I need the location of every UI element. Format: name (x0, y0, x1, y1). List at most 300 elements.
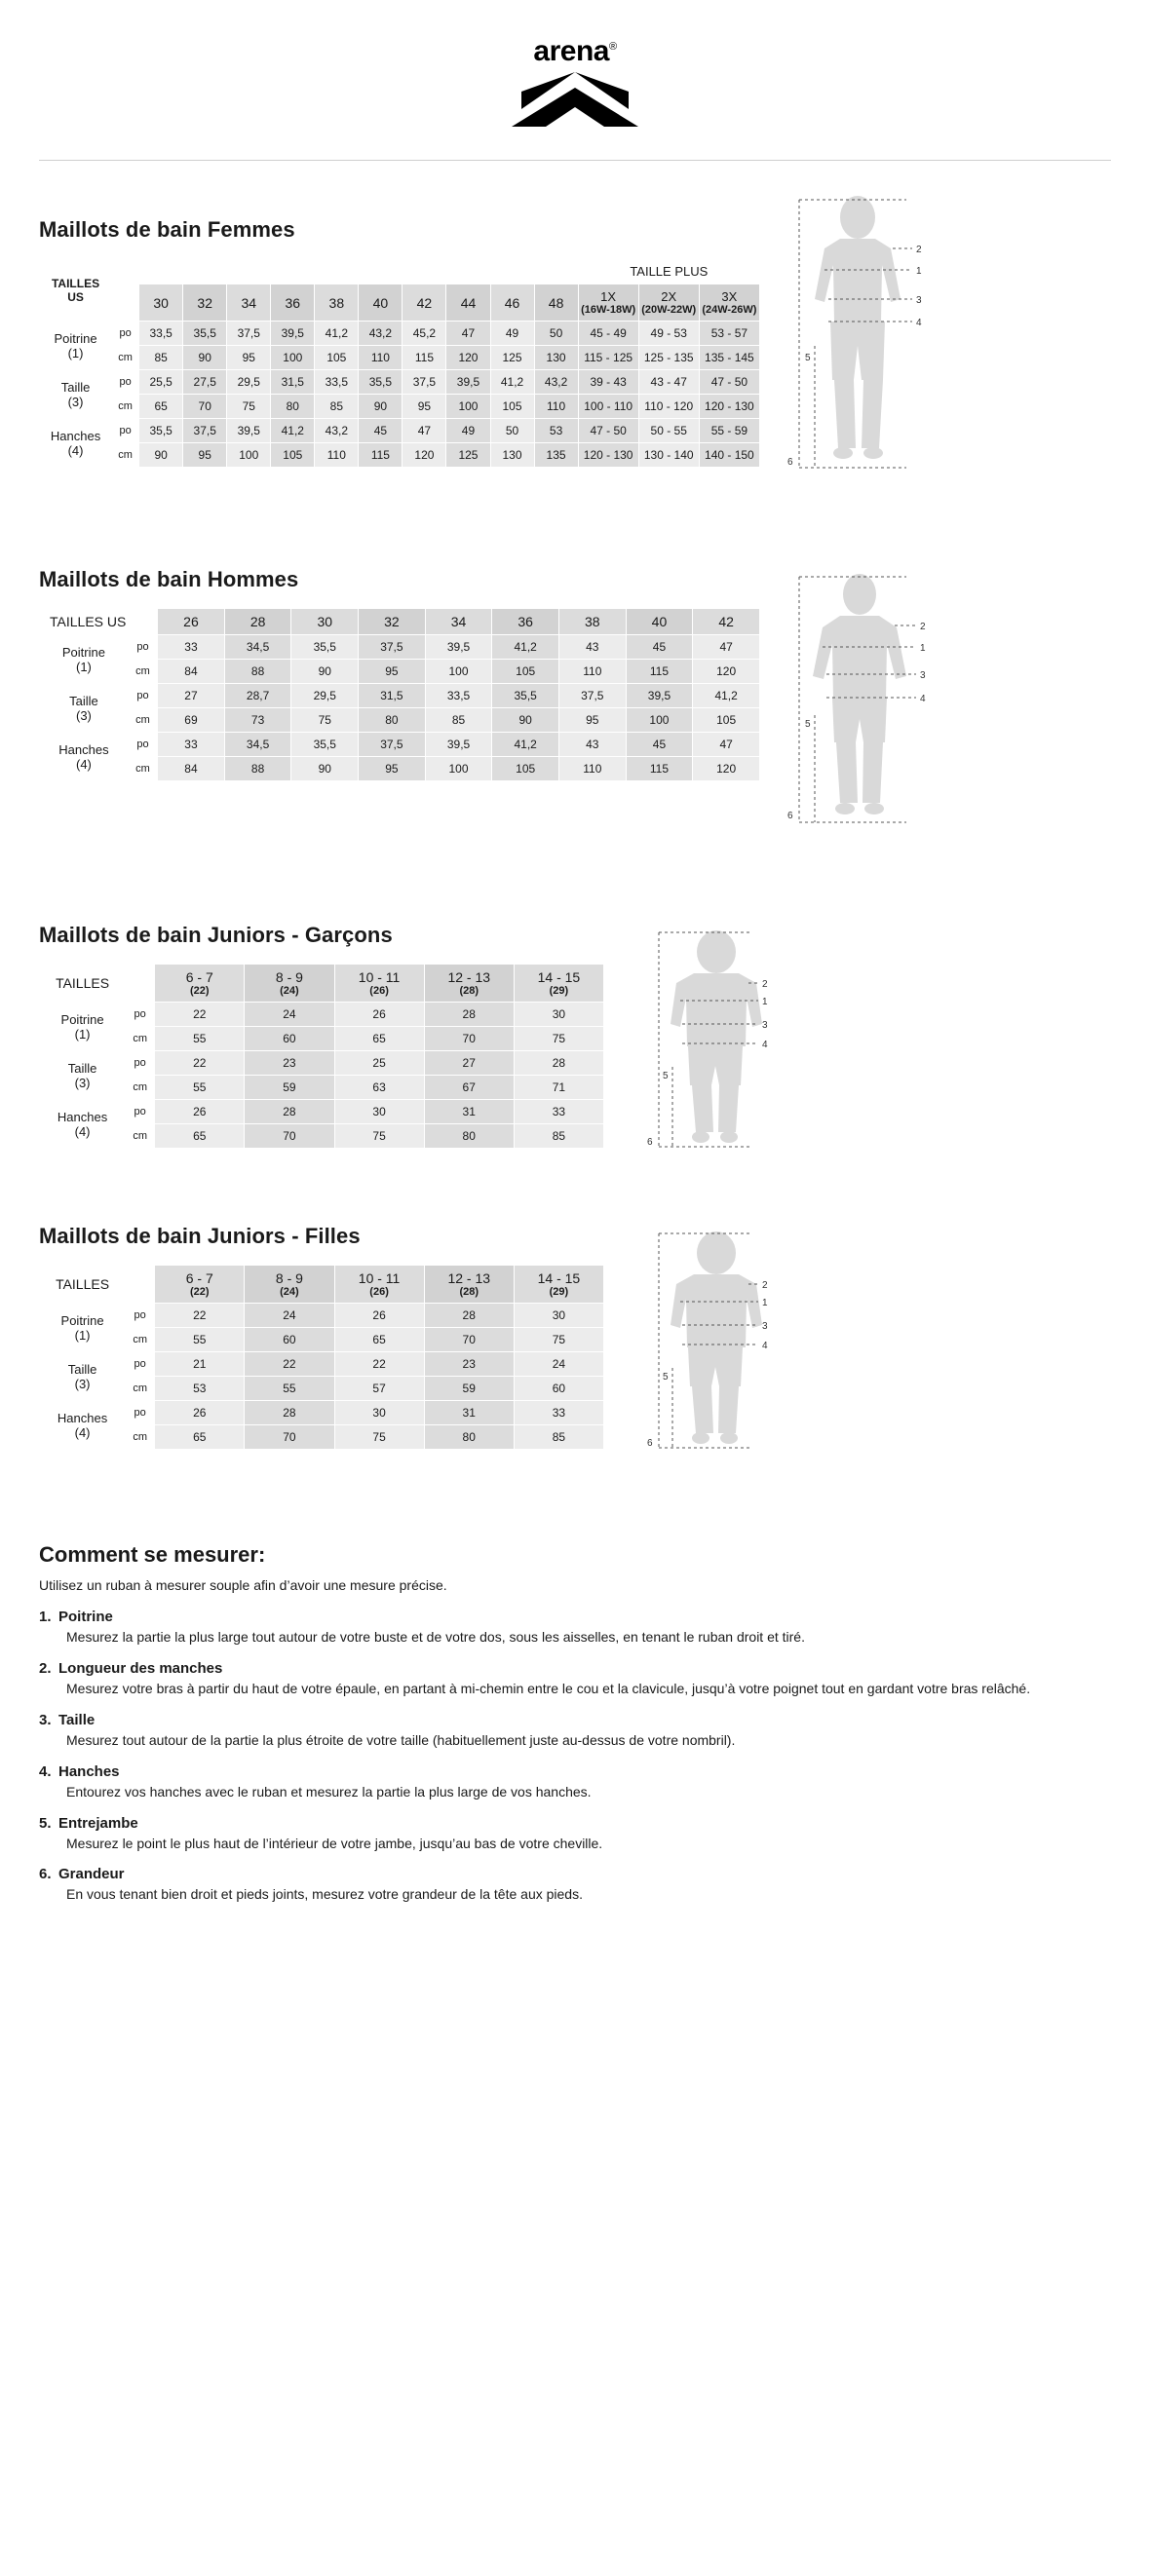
cell-value-plus: 130 - 140 (638, 443, 699, 468)
cell-value: 105 (492, 757, 559, 781)
howto-step-title: 6. Grandeur (39, 1866, 125, 1883)
cell-value: 100 (425, 660, 492, 684)
cell-value: 33 (514, 1401, 603, 1425)
table-row (40, 660, 760, 684)
women-size-header: 34 (227, 284, 271, 322)
boys-size-header: 14 - 15 (29) (514, 965, 603, 1003)
cell-value: 45,2 (402, 322, 446, 346)
women-size-header: 48 (534, 284, 578, 322)
cell-value: 85 (139, 346, 183, 370)
howto-step (39, 1609, 1111, 1647)
cell-value: 47 (693, 635, 760, 660)
unit-cm: cm (112, 443, 139, 468)
men-size-header: 38 (558, 609, 626, 635)
cell-value: 115 (626, 660, 693, 684)
cell-value: 100 (227, 443, 271, 468)
cell-value: 21 (155, 1352, 245, 1377)
unit-po: po (126, 1401, 155, 1425)
table-row (40, 1352, 604, 1377)
men-size-header: 32 (359, 609, 426, 635)
men-title: Maillots de bain Hommes (39, 567, 299, 591)
cell-value: 130 (490, 443, 534, 468)
section-women (0, 217, 1150, 487)
women-size-header: 44 (446, 284, 490, 322)
women-size-header: 42 (402, 284, 446, 322)
cell-value: 110 (558, 660, 626, 684)
men-size-header: 36 (492, 609, 559, 635)
cell-value: 43,2 (359, 322, 402, 346)
cell-value: 31,5 (271, 370, 315, 395)
cell-value-plus: 43 - 47 (638, 370, 699, 395)
cell-value: 80 (271, 395, 315, 419)
cell-value: 30 (514, 1003, 603, 1027)
cell-value: 63 (334, 1076, 424, 1100)
marker-4: 4 (762, 1040, 768, 1050)
cell-value: 31 (424, 1100, 514, 1124)
cell-value: 28,7 (224, 684, 291, 708)
cell-value-plus: 125 - 135 (638, 346, 699, 370)
table-row (40, 1003, 604, 1027)
cell-value: 37,5 (359, 635, 426, 660)
women-plus-size-header: 2X (20W-22W) (638, 284, 699, 322)
cell-value: 95 (183, 443, 227, 468)
cell-value: 35,5 (492, 684, 559, 708)
cell-value: 65 (155, 1425, 245, 1450)
cell-value: 39,5 (626, 684, 693, 708)
cell-value: 25,5 (139, 370, 183, 395)
cell-value: 115 (402, 346, 446, 370)
cell-value: 43,2 (315, 419, 359, 443)
cell-value: 73 (224, 708, 291, 733)
women-title: Maillots de bain Femmes (39, 217, 295, 242)
how-to-measure (0, 1542, 1150, 1904)
cell-value: 22 (245, 1352, 334, 1377)
marker-3: 3 (762, 1020, 768, 1031)
howto-step (39, 1815, 1111, 1853)
table-row (40, 284, 760, 322)
men-row-label: Hanches (4) (40, 733, 129, 781)
howto-step-number: 3. (39, 1711, 52, 1728)
marker-1: 1 (916, 266, 922, 277)
howto-step (39, 1660, 1111, 1698)
cell-value: 39,5 (227, 419, 271, 443)
girls-size-table (39, 1265, 604, 1450)
cell-value: 37,5 (402, 370, 446, 395)
girls-size-header: 8 - 9 (24) (245, 1266, 334, 1304)
cell-value: 88 (224, 757, 291, 781)
men-size-table (39, 608, 760, 781)
cell-value-plus: 39 - 43 (578, 370, 638, 395)
table-row (40, 1051, 604, 1076)
cell-value: 70 (245, 1425, 334, 1450)
boys-size-label: TAILLES (40, 965, 126, 1003)
cell-value: 33 (158, 733, 225, 757)
cell-value: 75 (334, 1124, 424, 1149)
cell-value: 24 (514, 1352, 603, 1377)
marker-5: 5 (663, 1372, 669, 1383)
cell-value: 90 (291, 660, 359, 684)
cell-value: 37,5 (359, 733, 426, 757)
cell-value: 65 (139, 395, 183, 419)
cell-value: 75 (291, 708, 359, 733)
girls-size-header: 6 - 7 (22) (155, 1266, 245, 1304)
girls-size-header: 10 - 11 (26) (334, 1266, 424, 1304)
cell-value: 53 (155, 1377, 245, 1401)
cell-value: 37,5 (227, 322, 271, 346)
marker-2: 2 (916, 245, 922, 255)
cell-value: 26 (155, 1401, 245, 1425)
howto-step-text: En vous tenant bien droit et pieds joints, mesurez votre grandeur de la tête aux pieds. (66, 1886, 583, 1903)
cell-value-plus: 110 - 120 (638, 395, 699, 419)
cell-value: 67 (424, 1076, 514, 1100)
howto-step (39, 1712, 1111, 1750)
cell-value: 100 (425, 757, 492, 781)
cell-value: 60 (514, 1377, 603, 1401)
unit-cm: cm (126, 1076, 155, 1100)
unit-po: po (126, 1352, 155, 1377)
cell-value: 75 (514, 1328, 603, 1352)
cell-value-plus: 55 - 59 (699, 419, 759, 443)
cell-value: 105 (490, 395, 534, 419)
howto-step (39, 1866, 1111, 1904)
cell-value: 100 (626, 708, 693, 733)
cell-value: 120 (402, 443, 446, 468)
section-boys (0, 923, 1150, 1163)
unit-cm: cm (112, 346, 139, 370)
cell-value: 90 (291, 757, 359, 781)
cell-value: 125 (446, 443, 490, 468)
women-row-label: Hanches (4) (40, 419, 112, 468)
cell-value: 115 (359, 443, 402, 468)
marker-4: 4 (920, 694, 926, 704)
cell-value: 35,5 (359, 370, 402, 395)
women-plus-size-header: 3X (24W-26W) (699, 284, 759, 322)
cell-value: 55 (155, 1076, 245, 1100)
cell-value: 105 (271, 443, 315, 468)
cell-value: 25 (334, 1051, 424, 1076)
marker-5: 5 (805, 353, 811, 363)
cell-value: 90 (492, 708, 559, 733)
cell-value: 35,5 (139, 419, 183, 443)
marker-2: 2 (920, 622, 926, 632)
howto-step-text: Entourez vos hanches avec le ruban et mesurez la partie la plus large de vos hanches. (66, 1783, 592, 1799)
table-row (40, 1266, 604, 1304)
table-row (40, 609, 760, 635)
howto-step-text: Mesurez la partie la plus large tout autour de votre buste et de votre dos, sous les aisselles, en tenant le ruban droit et tiré. (66, 1629, 805, 1645)
cell-value: 75 (514, 1027, 603, 1051)
cell-value-plus: 47 - 50 (699, 370, 759, 395)
girls-size-header: 12 - 13 (28) (424, 1266, 514, 1304)
women-size-header: 40 (359, 284, 402, 322)
cell-value: 39,5 (425, 635, 492, 660)
marker-1: 1 (762, 997, 768, 1007)
howto-title: Comment se mesurer: (39, 1542, 266, 1567)
cell-value: 29,5 (291, 684, 359, 708)
howto-step (39, 1763, 1111, 1801)
cell-value: 41,2 (490, 370, 534, 395)
cell-value: 70 (245, 1124, 334, 1149)
howto-step-title: 5. Entrejambe (39, 1814, 138, 1832)
howto-step-number: 5. (39, 1814, 52, 1832)
unit-po: po (126, 1051, 155, 1076)
cell-value: 90 (139, 443, 183, 468)
cell-value: 33 (158, 635, 225, 660)
cell-value: 31,5 (359, 684, 426, 708)
table-row (40, 684, 760, 708)
cell-value: 110 (534, 395, 578, 419)
table-row (40, 443, 760, 468)
cell-value: 27 (158, 684, 225, 708)
cell-value: 33,5 (139, 322, 183, 346)
marker-3: 3 (916, 295, 922, 306)
boys-title: Maillots de bain Juniors - Garçons (39, 923, 393, 947)
cell-value: 43 (558, 635, 626, 660)
marker-1: 1 (762, 1298, 768, 1308)
girls-row-label: Poitrine (1) (40, 1304, 126, 1352)
unit-cm: cm (126, 1027, 155, 1051)
cell-value: 95 (359, 757, 426, 781)
cell-value-plus: 120 - 130 (578, 443, 638, 468)
cell-value: 80 (424, 1124, 514, 1149)
cell-value: 33,5 (315, 370, 359, 395)
cell-value: 23 (424, 1352, 514, 1377)
cell-value: 69 (158, 708, 225, 733)
cell-value: 22 (334, 1352, 424, 1377)
table-row (40, 1100, 604, 1124)
cell-value: 100 (446, 395, 490, 419)
unit-po: po (128, 684, 157, 708)
cell-value: 110 (315, 443, 359, 468)
table-row (40, 708, 760, 733)
header-divider (39, 160, 1111, 161)
howto-step-number: 4. (39, 1762, 52, 1780)
cell-value-plus: 120 - 130 (699, 395, 759, 419)
marker-6: 6 (787, 811, 793, 821)
table-row (40, 965, 604, 1003)
girls-row-label: Taille (3) (40, 1352, 126, 1401)
marker-4: 4 (916, 318, 922, 328)
cell-value: 43 (558, 733, 626, 757)
cell-value: 105 (492, 660, 559, 684)
cell-value: 85 (315, 395, 359, 419)
cell-value: 22 (155, 1051, 245, 1076)
marker-6: 6 (647, 1137, 653, 1148)
cell-value: 90 (359, 395, 402, 419)
unit-cm: cm (126, 1377, 155, 1401)
boys-row-label: Hanches (4) (40, 1100, 126, 1149)
cell-value: 33 (514, 1100, 603, 1124)
howto-step-number: 6. (39, 1866, 52, 1883)
table-row (40, 346, 760, 370)
cell-value: 30 (514, 1304, 603, 1328)
cell-value: 50 (490, 419, 534, 443)
cell-value: 88 (224, 660, 291, 684)
unit-po: po (126, 1003, 155, 1027)
cell-value: 59 (424, 1377, 514, 1401)
cell-value: 49 (446, 419, 490, 443)
section-men (0, 567, 1150, 847)
cell-value: 80 (424, 1425, 514, 1450)
women-size-header: 36 (271, 284, 315, 322)
cell-value: 30 (334, 1100, 424, 1124)
plus-size-header: TAILLE PLUS (578, 259, 759, 284)
cell-value: 28 (245, 1401, 334, 1425)
cell-value: 27,5 (183, 370, 227, 395)
marker-5: 5 (805, 719, 811, 730)
cell-value: 57 (334, 1377, 424, 1401)
trademark-symbol: ® (608, 41, 617, 53)
howto-step-number: 1. (39, 1609, 52, 1625)
table-row (40, 1401, 604, 1425)
women-size-header: 46 (490, 284, 534, 322)
cell-value: 22 (155, 1003, 245, 1027)
cell-value-plus: 50 - 55 (638, 419, 699, 443)
unit-cm: cm (128, 757, 157, 781)
cell-value: 24 (245, 1304, 334, 1328)
marker-6: 6 (647, 1438, 653, 1449)
cell-value: 65 (334, 1027, 424, 1051)
cell-value: 28 (424, 1304, 514, 1328)
cell-value: 95 (359, 660, 426, 684)
cell-value: 135 (534, 443, 578, 468)
cell-value: 34,5 (224, 635, 291, 660)
cell-value: 41,2 (693, 684, 760, 708)
cell-value: 55 (155, 1027, 245, 1051)
cell-value-plus: 47 - 50 (578, 419, 638, 443)
boys-row-label: Poitrine (1) (40, 1003, 126, 1051)
cell-value: 75 (334, 1425, 424, 1450)
unit-cm: cm (126, 1328, 155, 1352)
cell-value: 60 (245, 1328, 334, 1352)
cell-value: 45 (626, 733, 693, 757)
cell-value: 75 (227, 395, 271, 419)
marker-3: 3 (762, 1321, 768, 1332)
cell-value: 125 (490, 346, 534, 370)
cell-value: 70 (424, 1027, 514, 1051)
cell-value: 41,2 (271, 419, 315, 443)
women-row-label: Taille (3) (40, 370, 112, 419)
men-row-label: Poitrine (1) (40, 635, 129, 684)
howto-step-text: Mesurez votre bras à partir du haut de votre épaule, en partant à mi-chemin entre le cou et la clavicule, jusqu’à votre poignet tout en gardant votre bras relâché. (66, 1680, 1031, 1696)
cell-value: 110 (558, 757, 626, 781)
cell-value: 53 (534, 419, 578, 443)
cell-value: 45 (359, 419, 402, 443)
unit-po: po (128, 733, 157, 757)
cell-value: 105 (315, 346, 359, 370)
cell-value: 50 (534, 322, 578, 346)
unit-cm: cm (128, 708, 157, 733)
table-row (40, 1304, 604, 1328)
unit-cm: cm (128, 660, 157, 684)
table-row (40, 259, 760, 284)
cell-value: 28 (245, 1100, 334, 1124)
cell-value: 55 (245, 1377, 334, 1401)
girls-size-header: 14 - 15 (29) (514, 1266, 603, 1304)
men-size-header: 34 (425, 609, 492, 635)
cell-value: 55 (155, 1328, 245, 1352)
cell-value: 95 (227, 346, 271, 370)
girls-size-label: TAILLES (40, 1266, 126, 1304)
cell-value: 120 (693, 660, 760, 684)
cell-value: 84 (158, 757, 225, 781)
cell-value: 39,5 (271, 322, 315, 346)
cell-value: 30 (334, 1401, 424, 1425)
cell-value: 59 (245, 1076, 334, 1100)
marker-6: 6 (787, 457, 793, 468)
cell-value: 84 (158, 660, 225, 684)
marker-5: 5 (663, 1071, 669, 1081)
cell-value: 35,5 (291, 635, 359, 660)
girls-row-label: Hanches (4) (40, 1401, 126, 1450)
howto-step-title: 2. Longueur des manches (39, 1659, 223, 1677)
cell-value: 90 (183, 346, 227, 370)
women-plus-size-header: 1X (16W-18W) (578, 284, 638, 322)
brand-header (0, 0, 1150, 129)
unit-po: po (126, 1100, 155, 1124)
marker-2: 2 (762, 979, 768, 990)
unit-po: po (112, 370, 139, 395)
men-size-header: 42 (693, 609, 760, 635)
boys-size-header: 10 - 11 (26) (334, 965, 424, 1003)
unit-po: po (112, 322, 139, 346)
boys-size-header: 6 - 7 (22) (155, 965, 245, 1003)
table-row (40, 635, 760, 660)
cell-value: 33,5 (425, 684, 492, 708)
howto-step-title: 3. Taille (39, 1711, 96, 1728)
cell-value: 130 (534, 346, 578, 370)
unit-cm: cm (126, 1425, 155, 1450)
cell-value-plus: 115 - 125 (578, 346, 638, 370)
cell-value: 85 (425, 708, 492, 733)
cell-value: 65 (334, 1328, 424, 1352)
howto-step-text: Mesurez tout autour de la partie la plus étroite de votre taille (habituellement juste au-dessus de votre nombril). (66, 1731, 736, 1748)
arena-chevron-logo (482, 70, 668, 129)
cell-value: 105 (693, 708, 760, 733)
cell-value: 41,2 (315, 322, 359, 346)
cell-value: 80 (359, 708, 426, 733)
cell-value: 39,5 (425, 733, 492, 757)
unit-cm: cm (112, 395, 139, 419)
howto-intro: Utilisez un ruban à mesurer souple afin d’avoir une mesure précise. (39, 1577, 447, 1593)
women-size-header: 38 (315, 284, 359, 322)
cell-value: 37,5 (558, 684, 626, 708)
cell-value: 60 (245, 1027, 334, 1051)
cell-value: 47 (446, 322, 490, 346)
cell-value-plus: 135 - 145 (699, 346, 759, 370)
cell-value: 49 (490, 322, 534, 346)
cell-value: 100 (271, 346, 315, 370)
cell-value: 35,5 (183, 322, 227, 346)
girls-title: Maillots de bain Juniors - Filles (39, 1224, 361, 1248)
cell-value: 47 (693, 733, 760, 757)
howto-step-title: 4. Hanches (39, 1762, 120, 1780)
howto-step-number: 2. (39, 1659, 52, 1677)
arena-logo (482, 37, 668, 129)
women-row-label: Poitrine (1) (40, 322, 112, 370)
marker-1: 1 (920, 643, 926, 654)
cell-value-plus: 49 - 53 (638, 322, 699, 346)
marker-4: 4 (762, 1341, 768, 1351)
table-row (40, 370, 760, 395)
cell-value: 29,5 (227, 370, 271, 395)
cell-value: 65 (155, 1124, 245, 1149)
men-row-label: Taille (3) (40, 684, 129, 733)
cell-value: 34,5 (224, 733, 291, 757)
men-size-header: 30 (291, 609, 359, 635)
women-size-table (39, 258, 760, 468)
cell-value: 85 (514, 1425, 603, 1450)
cell-value: 26 (334, 1003, 424, 1027)
